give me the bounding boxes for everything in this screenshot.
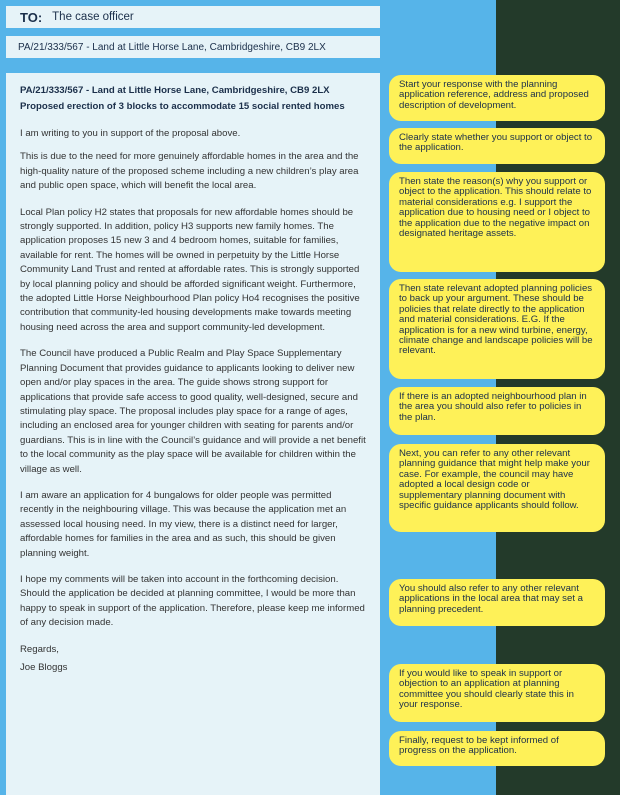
guidance-note: Finally, request to be kept informed of progress on the application. [389, 731, 605, 766]
guidance-note: Next, you can refer to any other relevant planning guidance that might help make your case. For example, the council may have adopted a local design code or supplementary planning document with specific guidance applicants should follow. [389, 444, 605, 532]
letter-sign-off: Regards, [20, 643, 59, 655]
letter-signature: Joe Bloggs [20, 662, 68, 673]
letter-body [6, 73, 380, 795]
to-value: The case officer [52, 11, 134, 23]
letter-paragraph: I am aware an application for 4 bungalows for older people was permitted recently in the neighbouring village. This was because the application met an assessed local housing need. In my view, there is a distinct need for larger, affordable homes for families in the area and as such, this should be given planning weight. [20, 489, 347, 559]
letter-heading-proposal: Proposed erection of 3 blocks to accommodate 15 social rented homes [20, 101, 345, 112]
to-label: TO: [20, 9, 43, 25]
letter-paragraph: I hope my comments will be taken into account in the forthcoming decision. Should the application be decided at planning committee, I would be more than happy to speak in support of the application. Therefore, please keep me informed of any decision made. [20, 573, 365, 629]
guidance-note: Clearly state whether you support or object to the application. [389, 128, 605, 164]
reference-text: PA/21/333/567 - Land at Little Horse Lane, Cambridgeshire, CB9 2LX [18, 41, 326, 53]
guidance-note: Then state relevant adopted planning policies to back up your argument. These should be policies that relate directly to the application and material considerations. E.G. If the application is for a new wind turbine, energy, climate change and landscape policies will be relevant. [389, 279, 605, 379]
to-field [6, 6, 380, 28]
letter-paragraph: This is due to the need for more genuinely affordable homes in the area and the high-quality nature of the proposed scheme including a new children’s play area and public open space, which will benefit the local area. [20, 151, 359, 192]
guidance-note: You should also refer to any other relevant applications in the local area that may set a planning precedent. [389, 579, 605, 626]
letter-paragraph: The Council have produced a Public Realm and Play Space Supplementary Planning Document that provides guidance to applicants looking to deliver new open and/or play spaces in the area. The guide shows strong support for applications that provide safe access to good quality, well-designed, secure and stimulating play space. The proposal includes play space for a range of ages, including an enclosed area for younger children with seating for parents and/or guardians. This is in line with the Council’s guidance and will provide a net benefit to the local community as the play space will be available for children within the village as well. [20, 348, 366, 475]
letter-paragraph: I am writing to you in support of the proposal above. [20, 128, 241, 139]
guidance-note: If you would like to speak in support or objection to an application at planning committee you should clearly state this in your response. [389, 664, 605, 722]
guidance-note: Start your response with the planning application reference, address and proposed description of development. [389, 75, 605, 121]
guidance-note: If there is an adopted neighbourhood plan in the area you should also refer to policies in the plan. [389, 387, 605, 435]
reference-field [6, 36, 380, 58]
guidance-note: Then state the reason(s) why you support or object to the application. This should relate to material considerations e.g. I support the application due to housing need or I object to the application due to the negative impact on designated heritage assets. [389, 172, 605, 272]
letter-heading-ref: PA/21/333/567 - Land at Little Horse Lane, Cambridgeshire, CB9 2LX [20, 85, 330, 96]
letter-paragraph: Local Plan policy H2 states that proposals for new affordable homes should be strongly supported. In addition, policy H3 supports new family homes. The application proposes 15 new 3 and 4 bedroom homes, suitable for families, available for rent. The homes will be owned in perpetuity by the Little Horse Community Land Trust and rented at affordable rates. This is strongly supported by local planning policy and should be afforded significant weight. Furthermore, the adopted Little Horse Neighbourhood Plan policy Ho4 recognises the positive contribution that community-led housing developments make towards meeting housing need across the area and support community-led development. [20, 206, 360, 333]
